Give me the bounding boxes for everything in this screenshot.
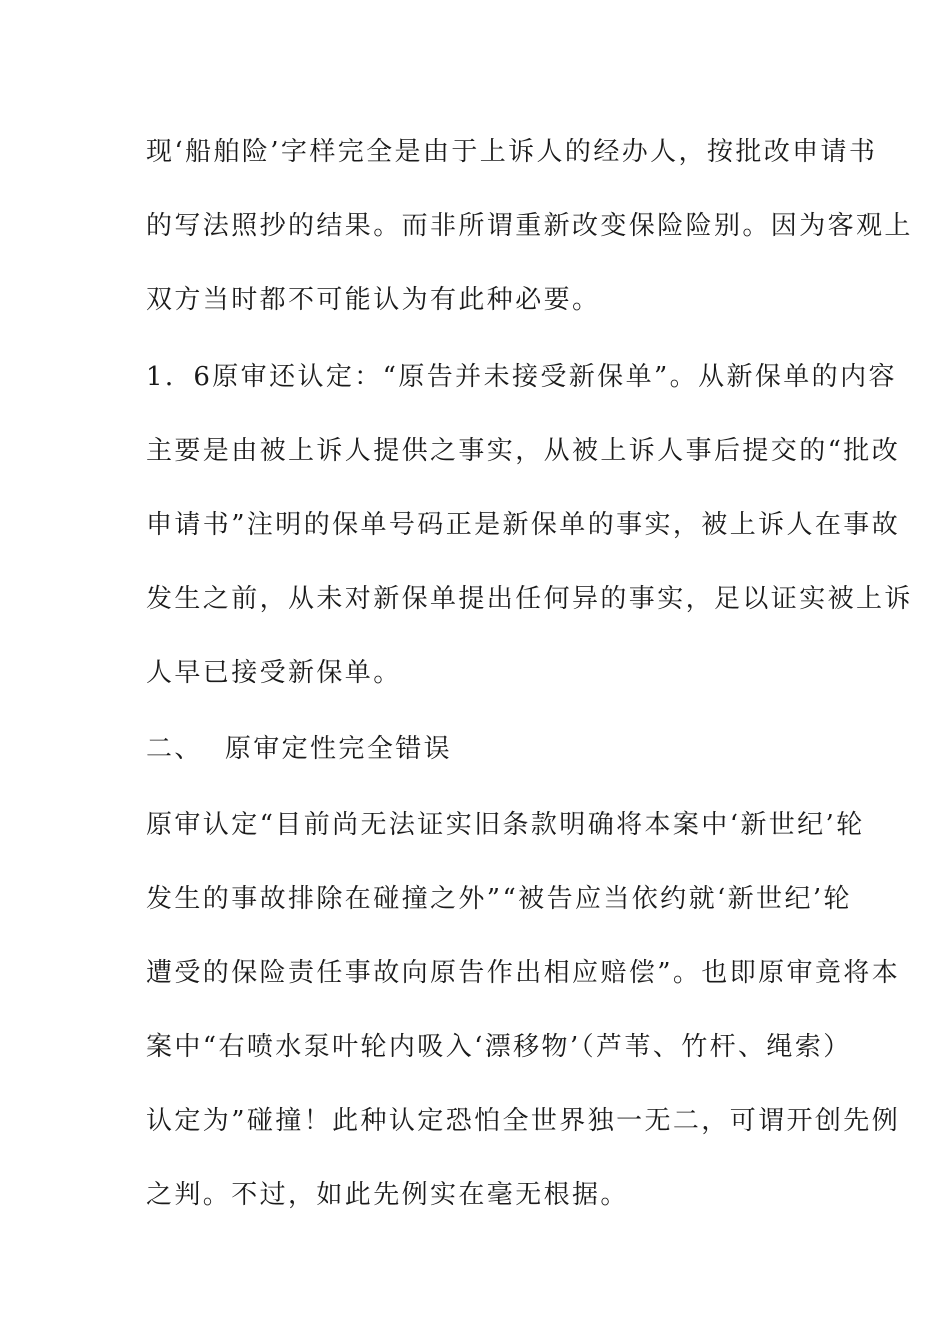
paragraph-line: 认定为”碰撞！此种认定恐怕全世界独一无二，可谓开创先例 [146,1106,901,1136]
paragraph-line: 遭受的保险责任事故向原告作出相应赔偿”。也即原审竟将本 [146,958,901,988]
section-number: 二、 [146,734,203,764]
paragraph-line: 案中“右喷水泵叶轮内吸入‘漂移物’（芦苇、竹杆、绳索） [146,1032,852,1062]
paragraph-line: 的写法照抄的结果。而非所谓重新改变保险险别。因为客观上 [146,211,913,241]
paragraph-line: 人早已接受新保单。 [146,658,402,688]
paragraph-line: 原审认定“目前尚无法证实旧条款明确将本案中‘新世纪’轮 [146,810,865,840]
paragraph-line: 申请书”注明的保单号码正是新保单的事实，被上诉人在事故 [146,510,901,540]
section-heading [146,731,816,767]
section-title: 原审定性完全错误 [224,734,453,764]
paragraph-line: 主要是由被上诉人提供之事实，从被上诉人事后提交的“批改 [146,436,901,466]
paragraph-line: 双方当时都不可能认为有此种必要。 [146,285,601,315]
paragraph-line: 现‘船舶险’字样完全是由于上诉人的经办人，按批改申请书 [146,137,878,167]
paragraph-line: 1．6原审还认定：“原告并未接受新保单”。从新保单的内容 [146,362,897,392]
paragraph-line: 发生之前，从未对新保单提出任何异的事实，足以证实被上诉 [146,584,913,614]
paragraph-line: 之判。不过，如此先例实在毫无根据。 [146,1180,629,1210]
paragraph-line: 发生的事故排除在碰撞之外”“被告应当依约就‘新世纪’轮 [146,884,852,914]
